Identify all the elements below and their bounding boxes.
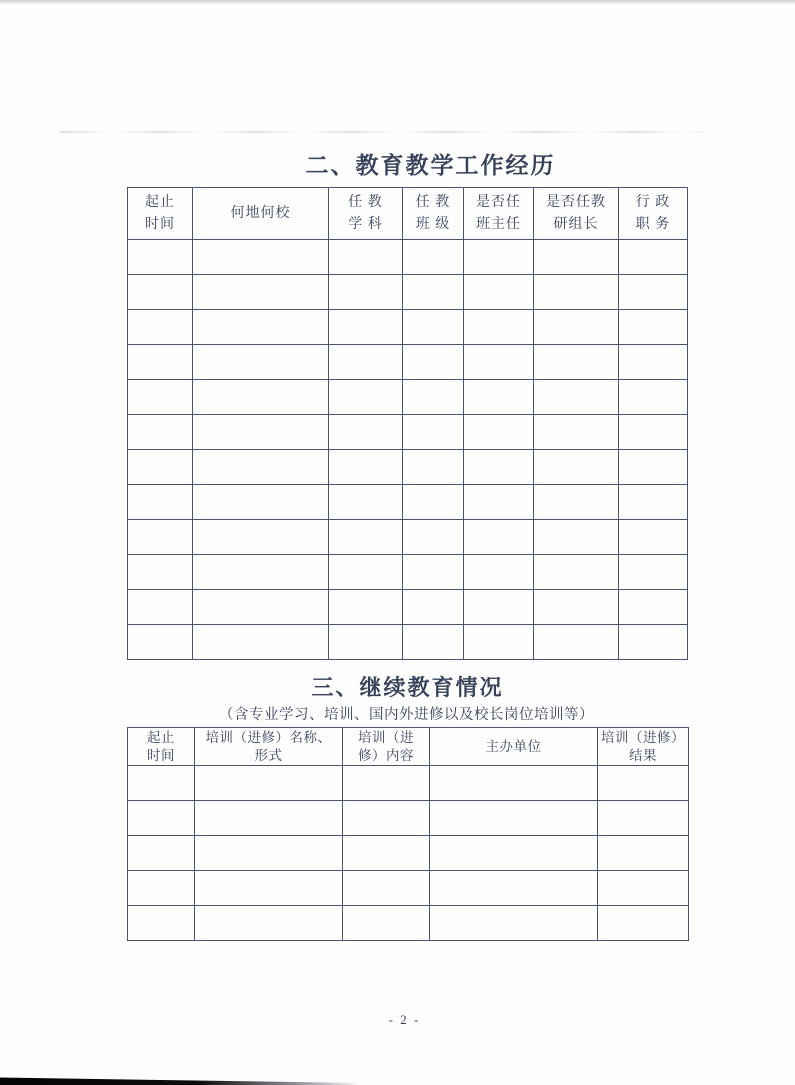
- empty-cell: [619, 450, 688, 485]
- empty-cell: [128, 450, 193, 485]
- empty-cell: [329, 275, 403, 310]
- empty-cell: [534, 310, 619, 345]
- empty-cell: [464, 520, 534, 555]
- empty-cell: [329, 450, 403, 485]
- empty-cell: [343, 766, 430, 801]
- empty-cell: [128, 380, 193, 415]
- empty-cell: [534, 485, 619, 520]
- empty-cell: [403, 345, 464, 380]
- column-header: 是否任 班主任: [464, 188, 534, 240]
- empty-cell: [464, 275, 534, 310]
- empty-cell: [128, 310, 193, 345]
- empty-cell: [534, 415, 619, 450]
- empty-cell: [619, 275, 688, 310]
- empty-cell: [329, 310, 403, 345]
- empty-cell: [193, 555, 329, 590]
- table-row: [128, 801, 689, 836]
- empty-cell: [403, 415, 464, 450]
- column-header: 培训（进修）名称、 形式: [195, 728, 343, 766]
- empty-cell: [464, 415, 534, 450]
- empty-cell: [534, 590, 619, 625]
- empty-cell: [193, 415, 329, 450]
- table-row: [128, 520, 688, 555]
- empty-cell: [329, 485, 403, 520]
- table-row: [128, 240, 688, 275]
- empty-cell: [195, 836, 343, 871]
- section3-title: 三、继续教育情况: [311, 675, 504, 700]
- empty-cell: [343, 836, 430, 871]
- empty-cell: [403, 380, 464, 415]
- empty-cell: [128, 415, 193, 450]
- empty-cell: [343, 801, 430, 836]
- empty-cell: [128, 871, 195, 906]
- empty-cell: [195, 766, 343, 801]
- table-row: [128, 906, 689, 941]
- section2-title: 二、教育教学工作经历: [305, 153, 556, 178]
- empty-cell: [128, 240, 193, 275]
- scan-artifact-smudge: [60, 131, 705, 133]
- empty-cell: [598, 906, 689, 941]
- empty-cell: [343, 871, 430, 906]
- empty-cell: [193, 380, 329, 415]
- empty-cell: [403, 485, 464, 520]
- empty-cell: [619, 590, 688, 625]
- empty-cell: [403, 555, 464, 590]
- column-header: 培训（进 修）内容: [343, 728, 430, 766]
- empty-cell: [534, 450, 619, 485]
- empty-cell: [329, 380, 403, 415]
- empty-cell: [464, 625, 534, 660]
- table-row: [128, 275, 688, 310]
- header-row: [128, 188, 688, 240]
- table-row: [128, 485, 688, 520]
- empty-cell: [329, 345, 403, 380]
- table-row: [128, 380, 688, 415]
- empty-cell: [343, 906, 430, 941]
- empty-cell: [193, 590, 329, 625]
- empty-cell: [464, 590, 534, 625]
- empty-cell: [193, 450, 329, 485]
- empty-cell: [128, 836, 195, 871]
- empty-cell: [619, 485, 688, 520]
- column-header: 主办单位: [430, 728, 598, 766]
- empty-cell: [329, 240, 403, 275]
- empty-cell: [403, 310, 464, 345]
- empty-cell: [430, 906, 598, 941]
- continuing-education-table: [127, 727, 689, 941]
- empty-cell: [619, 240, 688, 275]
- empty-cell: [534, 520, 619, 555]
- table-row: [128, 766, 689, 801]
- empty-cell: [619, 310, 688, 345]
- empty-cell: [128, 485, 193, 520]
- empty-cell: [403, 275, 464, 310]
- empty-cell: [128, 555, 193, 590]
- empty-cell: [534, 345, 619, 380]
- empty-cell: [128, 906, 195, 941]
- empty-cell: [403, 240, 464, 275]
- table-row: [128, 415, 688, 450]
- section3-subtitle: （含专业学习、培训、国内外进修以及校长岗位培训等）: [219, 707, 594, 723]
- empty-cell: [430, 836, 598, 871]
- empty-cell: [128, 275, 193, 310]
- empty-cell: [329, 555, 403, 590]
- empty-cell: [128, 625, 193, 660]
- column-header: 起止 时间: [128, 188, 193, 240]
- column-header: 是否任教 研组长: [534, 188, 619, 240]
- column-header: 行 政 职 务: [619, 188, 688, 240]
- empty-cell: [619, 380, 688, 415]
- table-row: [128, 450, 688, 485]
- empty-cell: [619, 520, 688, 555]
- column-header: 任 教 班 级: [403, 188, 464, 240]
- empty-cell: [619, 625, 688, 660]
- empty-cell: [193, 310, 329, 345]
- empty-cell: [430, 801, 598, 836]
- work-experience-table: [127, 187, 688, 660]
- empty-cell: [128, 520, 193, 555]
- column-header: 起止 时间: [128, 728, 195, 766]
- empty-cell: [329, 590, 403, 625]
- empty-cell: [598, 871, 689, 906]
- empty-cell: [128, 766, 195, 801]
- table-row: [128, 836, 689, 871]
- empty-cell: [128, 801, 195, 836]
- empty-cell: [619, 555, 688, 590]
- table-row: [128, 625, 688, 660]
- empty-cell: [598, 801, 689, 836]
- empty-cell: [464, 485, 534, 520]
- empty-cell: [195, 801, 343, 836]
- empty-cell: [329, 520, 403, 555]
- empty-cell: [464, 380, 534, 415]
- empty-cell: [464, 310, 534, 345]
- empty-cell: [193, 520, 329, 555]
- empty-cell: [534, 240, 619, 275]
- empty-cell: [403, 625, 464, 660]
- empty-cell: [619, 345, 688, 380]
- column-header: 任 教 学 科: [329, 188, 403, 240]
- scan-artifact-top-edge: [0, 0, 795, 5]
- empty-cell: [193, 345, 329, 380]
- empty-cell: [403, 450, 464, 485]
- empty-cell: [329, 415, 403, 450]
- empty-cell: [430, 766, 598, 801]
- empty-cell: [193, 625, 329, 660]
- scan-artifact-bottom-edge: [0, 1074, 360, 1085]
- empty-cell: [464, 240, 534, 275]
- empty-cell: [464, 555, 534, 590]
- empty-cell: [403, 590, 464, 625]
- table-row: [128, 590, 688, 625]
- empty-cell: [464, 345, 534, 380]
- table-row: [128, 871, 689, 906]
- table-row: [128, 310, 688, 345]
- empty-cell: [619, 415, 688, 450]
- empty-cell: [534, 275, 619, 310]
- empty-cell: [195, 906, 343, 941]
- empty-cell: [430, 871, 598, 906]
- empty-cell: [193, 240, 329, 275]
- column-header: 何地何校: [193, 188, 329, 240]
- empty-cell: [598, 836, 689, 871]
- empty-cell: [534, 625, 619, 660]
- empty-cell: [329, 625, 403, 660]
- header-row: [128, 728, 689, 766]
- empty-cell: [534, 555, 619, 590]
- empty-cell: [193, 275, 329, 310]
- empty-cell: [195, 871, 343, 906]
- page-number: - 2 -: [388, 1012, 421, 1027]
- empty-cell: [128, 590, 193, 625]
- empty-cell: [193, 485, 329, 520]
- column-header: 培训（进修） 结果: [598, 728, 689, 766]
- empty-cell: [598, 766, 689, 801]
- table-row: [128, 555, 688, 590]
- empty-cell: [403, 520, 464, 555]
- empty-cell: [128, 345, 193, 380]
- empty-cell: [464, 450, 534, 485]
- table-row: [128, 345, 688, 380]
- empty-cell: [534, 380, 619, 415]
